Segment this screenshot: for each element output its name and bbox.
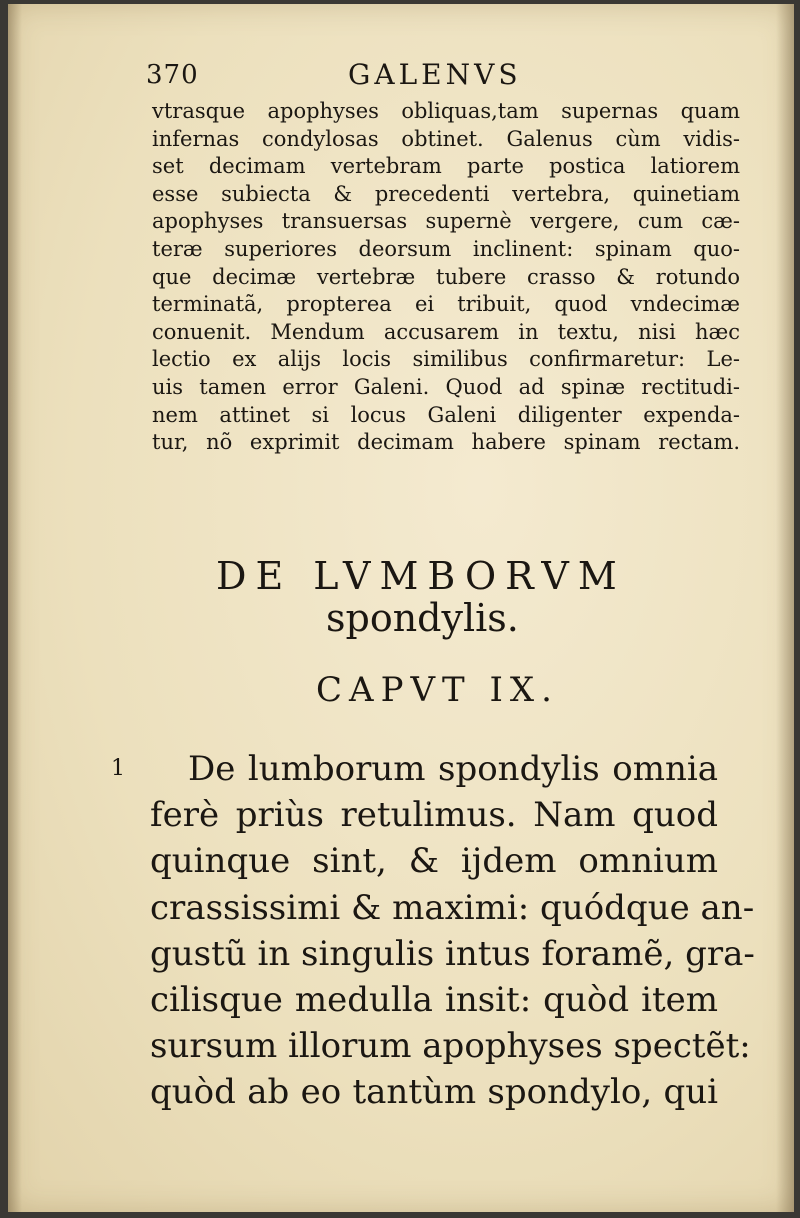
commentary-line: apophyses transuersas supernè vergere, cum cæ- (152, 209, 740, 234)
body-line: quinque sint, & ijdem omnium (150, 841, 718, 882)
body-line: De lumborum spondylis omnia (188, 749, 718, 789)
running-head: GALENVS (348, 58, 522, 91)
chapter-heading: CAPVT IX. (316, 670, 559, 710)
section-title: DE LVMBORVM (216, 554, 626, 598)
commentary-line: que decimæ vertebræ tubere crasso & rotundo (152, 264, 740, 289)
body-line: crassissimi & maximi: quódque an- (150, 887, 755, 928)
commentary-line: nem attinet si locus Galeni diligenter expenda- (152, 402, 740, 427)
book-page (8, 4, 794, 1212)
page-number: 370 (146, 60, 199, 90)
commentary-line: esse subiecta & precedenti vertebra, quinetiam (152, 181, 740, 206)
margin-note-number: 1 (111, 756, 125, 781)
body-line: cilisque medulla insit: quòd item (150, 980, 718, 1021)
commentary-line: lectio ex alijs locis similibus confirmaretur: Le- (152, 347, 740, 372)
body-line: sursum illorum apophyses spectẽt: (150, 1026, 751, 1067)
commentary-line: set decimam vertebram parte postica latiorem (152, 154, 740, 179)
page-header (8, 52, 794, 96)
commentary-line: uis tamen error Galeni. Quod ad spinæ rectitudi- (152, 374, 740, 399)
commentary-line: tur, nõ exprimit decimam habere spinam rectam. (152, 430, 740, 455)
commentary-line: infernas condylosas obtinet. Galenus cùm vidis- (152, 126, 740, 151)
commentary-line: terminatã, propterea ei tribuit, quod vndecimæ (152, 292, 740, 317)
page-edge-shadow-right (776, 4, 794, 1212)
commentary-line: conuenit. Mendum accusarem in textu, nisi hæc (152, 319, 740, 344)
commentary-line: teræ superiores deorsum inclinent: spinam quo- (152, 236, 740, 261)
body-text (150, 746, 755, 1116)
commentary-block (152, 98, 740, 457)
page-edge-shadow-left (8, 4, 22, 1212)
commentary-line: vtrasque apophyses obliquas,tam supernas quam (152, 99, 740, 123)
body-line: quòd ab eo tantùm spondylo, qui (150, 1072, 718, 1113)
section-subtitle: spondylis. (326, 596, 519, 640)
body-line: gustũ in singulis intus foramẽ, gra- (150, 933, 755, 974)
body-line: ferè priùs retulimus. Nam quod (150, 795, 718, 836)
